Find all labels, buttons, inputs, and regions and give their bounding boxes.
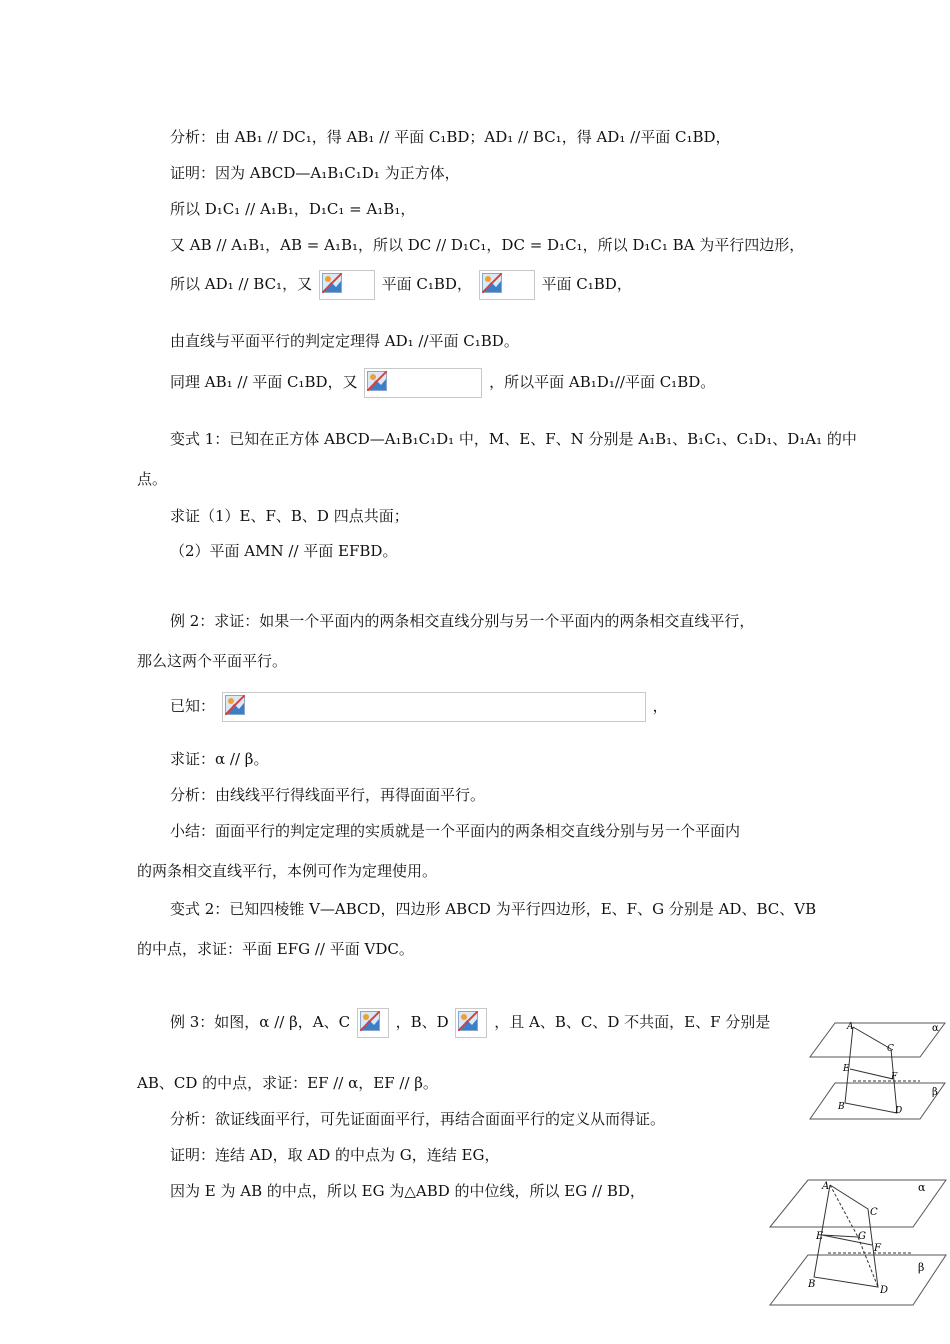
image-placeholder <box>357 1008 389 1038</box>
image-placeholder <box>455 1008 487 1038</box>
text-segment: ，所以平面 AB₁D₁//平面 C₁BD。 <box>489 373 716 391</box>
proof-line-7: 证明：连结 AD，取 AD 的中点为 G，连结 EG， <box>170 1146 500 1164</box>
variant-2-line-1: 变式 2：已知四棱锥 V—ABCD，四边形 ABCD 为平行四边形，E、F、G 分别是 AD、BC、VB <box>170 900 817 918</box>
proof-line-5: 由直线与平面平行的判定定理得 AD₁ //平面 C₁BD。 <box>170 332 519 350</box>
example-2-line-2: 那么这两个平面平行。 <box>137 652 288 670</box>
example-3-line-1 <box>170 1008 770 1038</box>
point-label-d: D <box>880 1285 889 1296</box>
text-segment: 同理 AB₁ // 平面 C₁BD，又 <box>170 373 358 391</box>
alpha-label: α <box>918 1181 926 1194</box>
proof-line-4 <box>170 270 632 300</box>
variant-1-line-1: 变式 1：已知在正方体 ABCD—A₁B₁C₁D₁ 中，M、E、F、N 分别是 A₁B₁、B₁C₁、C₁D₁、D₁A₁ 的中 <box>170 430 857 448</box>
summary-line-1: 小结：面面平行的判定定理的实质就是一个平面内的两条相交直线分别与另一个平面内 <box>170 822 741 840</box>
point-label-e: E <box>843 1064 850 1074</box>
image-placeholder <box>364 368 482 398</box>
analysis-line-1: 分析：由 AB₁ // DC₁，得 AB₁ // 平面 C₁BD；AD₁ // BC₁，得 AD₁ //平面 C₁BD， <box>170 128 731 146</box>
broken-image-icon <box>482 273 502 293</box>
point-label-b: B <box>838 1102 845 1112</box>
parallel-planes-figure-1 <box>805 1015 948 1127</box>
proof-line-2: 所以 D₁C₁ // A₁B₁，D₁C₁ = A₁B₁， <box>170 200 416 218</box>
text-segment: ， <box>652 697 668 715</box>
point-label-c: C <box>870 1207 878 1218</box>
point-label-f: F <box>874 1243 881 1254</box>
analysis-line-2: 分析：由线线平行得线面平行，再得面面平行。 <box>170 786 486 804</box>
proof-line-6 <box>170 368 715 398</box>
point-label-f: F <box>891 1072 898 1082</box>
point-label-d: D <box>895 1106 903 1116</box>
image-placeholder <box>319 270 375 300</box>
variant-1-line-4: （2）平面 AMN // 平面 EFBD。 <box>170 542 398 560</box>
variant-1-line-2: 点。 <box>137 470 168 488</box>
text-segment: ，且 A、B、C、D 不共面，E、F 分别是 <box>494 1013 771 1031</box>
point-label-a: A <box>847 1022 854 1032</box>
example-3-line-2: AB、CD 的中点，求证：EF // α，EF // β。 <box>137 1074 438 1092</box>
example-2-line-1: 例 2：求证：如果一个平面内的两条相交直线分别与另一个平面内的两条相交直线平行， <box>170 612 755 630</box>
text-segment: ，B、D <box>395 1013 449 1031</box>
text-segment: 例 3：如图，α // β，A、C <box>170 1013 351 1031</box>
image-placeholder <box>479 270 535 300</box>
broken-image-icon <box>367 371 387 391</box>
variant-1-line-3: 求证（1）E、F、B、D 四点共面； <box>170 507 409 525</box>
point-label-g: G <box>858 1231 866 1242</box>
broken-image-icon <box>225 695 245 715</box>
proof-line-1: 证明：因为 ABCD—A₁B₁C₁D₁ 为正方体， <box>170 164 460 182</box>
proof-line-3: 又 AB // A₁B₁，AB = A₁B₁，所以 DC // D₁C₁，DC = D₁C₁，所以 D₁C₁ BA 为平行四边形， <box>170 236 805 254</box>
text-segment: 已知： <box>170 697 216 715</box>
image-placeholder <box>222 692 646 722</box>
broken-image-icon <box>360 1011 380 1031</box>
point-label-b: B <box>808 1279 816 1290</box>
point-label-a: A <box>822 1181 830 1192</box>
proof-line-8: 因为 E 为 AB 的中点，所以 EG 为△ABD 的中位线，所以 EG // BD， <box>170 1182 645 1200</box>
beta-label: β <box>932 1087 938 1098</box>
variant-2-line-2: 的中点，求证：平面 EFG // 平面 VDC。 <box>137 940 414 958</box>
broken-image-icon <box>458 1011 478 1031</box>
text-segment: 所以 AD₁ // BC₁，又 <box>170 275 313 293</box>
text-segment: 平面 C₁BD， <box>381 275 472 293</box>
to-prove-line: 求证：α // β。 <box>170 750 269 768</box>
text-segment: 平面 C₁BD， <box>541 275 632 293</box>
summary-line-2: 的两条相交直线平行，本例可作为定理使用。 <box>137 862 438 880</box>
given-line <box>170 692 668 722</box>
analysis-line-3: 分析：欲证线面平行，可先证面面平行，再结合面面平行的定义从而得证。 <box>170 1110 666 1128</box>
broken-image-icon <box>322 273 342 293</box>
point-label-c: C <box>887 1044 894 1054</box>
point-label-e: E <box>816 1231 824 1242</box>
alpha-label: α <box>932 1023 939 1034</box>
beta-label: β <box>918 1261 925 1274</box>
parallel-planes-figure-2 <box>768 1175 948 1310</box>
